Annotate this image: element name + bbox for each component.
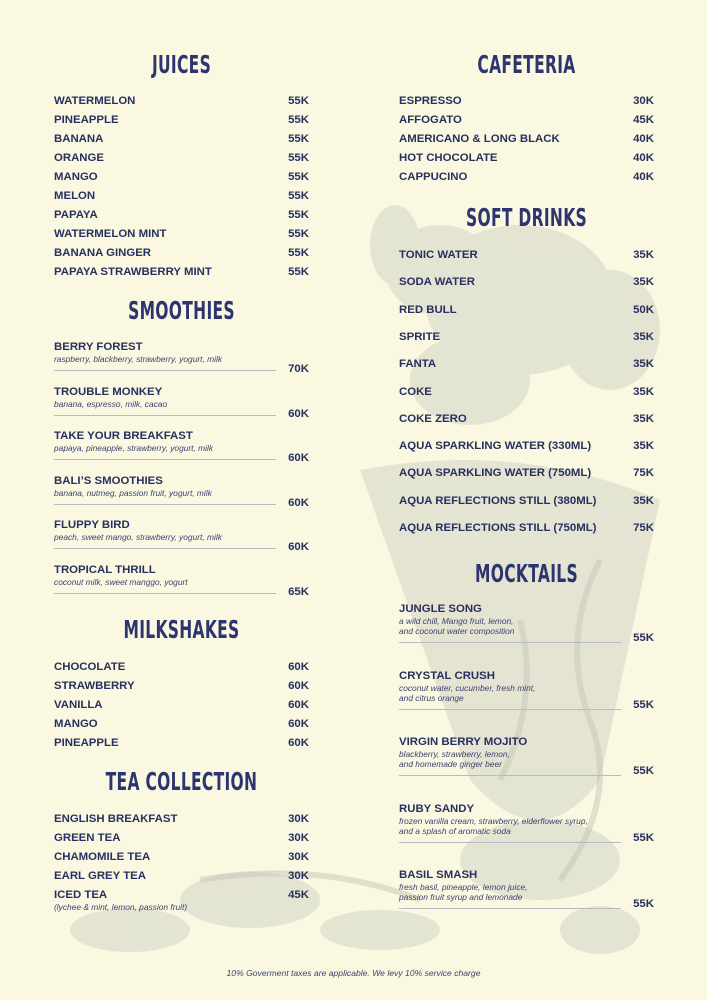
item-name: COKE (399, 385, 432, 398)
menu-row (399, 151, 654, 165)
item-price: 55K (288, 247, 309, 259)
item-desc-line1: a wild chill, Mango fruit, lemon, (399, 616, 514, 626)
smoothie-item (54, 341, 309, 377)
menu-row (399, 170, 654, 184)
menu-row (399, 357, 654, 371)
item-note: (lychee & mint, lemon, passion fruit) (54, 902, 188, 912)
menu-row (399, 275, 654, 289)
menu-row (399, 330, 654, 344)
item-price: 55K (288, 171, 309, 183)
item-name: WATERMELON (54, 95, 136, 107)
menu-row (54, 736, 309, 750)
item-price: 60K (288, 718, 309, 730)
item-divider (54, 504, 276, 505)
item-desc: peach, sweet mango, strawberry, yogurt, milk (54, 532, 222, 543)
item-divider (399, 908, 621, 909)
item-name: BANANA (54, 133, 104, 145)
item-name: SODA WATER (399, 276, 475, 289)
item-price: 55K (288, 133, 309, 145)
item-divider (399, 842, 621, 843)
smoothie-item (54, 475, 309, 511)
item-desc-line2: and coconut water composition (399, 626, 515, 636)
menu-row (399, 94, 654, 108)
mocktail-item (399, 803, 654, 849)
item-name: HOT CHOCOLATE (399, 152, 498, 164)
item-price: 60K (288, 407, 309, 420)
item-name: VANILLA (54, 699, 103, 711)
item-desc-line1: blackberry, strawberry, lemon, (399, 749, 510, 759)
item-price: 60K (288, 661, 309, 673)
item-name: BANANA GINGER (54, 247, 152, 259)
item-name: ORANGE (54, 152, 104, 164)
item-price: 40K (633, 152, 654, 164)
item-price: 30K (288, 832, 309, 844)
item-desc-line2: passion fruit syrup and lemonade (399, 892, 523, 902)
item-name: AQUA REFLECTIONS STILL (380ML) (399, 494, 597, 507)
item-divider (54, 548, 276, 549)
item-divider (54, 415, 276, 416)
item-name: PINEAPPLE (54, 737, 119, 749)
item-price: 60K (288, 737, 309, 749)
menu-row (54, 679, 309, 693)
item-price: 75K (633, 467, 654, 480)
item-price: 50K (633, 303, 654, 316)
item-name: AMERICANO & LONG BLACK (399, 133, 560, 145)
menu-row (399, 412, 654, 426)
item-price: 35K (633, 412, 654, 425)
item-price: 35K (633, 440, 654, 453)
item-price: 40K (633, 133, 654, 145)
soft-drinks-title: SOFT DRINKS (465, 203, 588, 232)
menu-row (399, 494, 654, 508)
menu-row (399, 303, 654, 317)
smoothie-item (54, 564, 309, 600)
menu-row (54, 660, 309, 674)
item-price: 70K (288, 363, 309, 375)
menu-row (54, 812, 309, 826)
item-divider (399, 775, 621, 776)
item-name: MANGO (54, 171, 98, 183)
cafeteria-title: CAFETERIA (477, 50, 576, 79)
item-name: VIRGIN BERRY MOJITO (399, 736, 528, 748)
menu-row (54, 94, 309, 108)
mocktails-title: MOCKTAILS (475, 559, 578, 588)
item-desc: banana, espresso, milk, cacao (54, 398, 168, 409)
item-name: PINEAPPLE (54, 114, 119, 126)
item-desc-line2: and citrus orange (399, 692, 464, 703)
item-name: SPRITE (399, 330, 441, 343)
item-desc-line2: and a splash of aromatic soda (399, 825, 511, 836)
item-name: AQUA REFLECTIONS STILL (750ML) (399, 522, 597, 534)
item-desc: banana, nutmeg, passion fruit, yogurt, milk (54, 487, 212, 498)
menu-row (54, 698, 309, 712)
juices-title: JUICES (151, 50, 212, 79)
item-price: 35K (633, 276, 654, 289)
item-price: 55K (288, 190, 309, 202)
item-name: CRYSTAL CRUSH (399, 669, 495, 682)
menu-row (399, 132, 654, 146)
menu-row (399, 521, 654, 535)
item-name: PAPAYA STRAWBERRY MINT (54, 266, 212, 278)
menu-row (54, 265, 309, 279)
menu-row (54, 717, 309, 731)
item-divider (399, 709, 621, 710)
mocktail-item (399, 603, 654, 649)
item-name: AQUA SPARKLING WATER (330ML) (399, 440, 592, 453)
smoothie-item (54, 430, 309, 466)
item-price: 55K (633, 831, 654, 844)
item-price: 60K (288, 496, 309, 509)
item-price: 55K (288, 266, 309, 278)
menu-row (399, 248, 654, 262)
item-price: 35K (633, 330, 654, 343)
menu-row (54, 869, 309, 883)
smoothies-title: SMOOTHIES (128, 296, 235, 325)
item-divider (54, 370, 276, 371)
item-name: TONIC WATER (399, 249, 478, 261)
item-name: WATERMELON MINT (54, 228, 167, 240)
item-price: 60K (288, 699, 309, 711)
item-name: CHAMOMILE TEA (54, 851, 151, 863)
item-name: TAKE YOUR BREAKFAST (54, 430, 193, 443)
item-price: 55K (288, 228, 309, 240)
item-price: 55K (633, 898, 654, 910)
menu-row (54, 227, 309, 241)
item-desc-line1: coconut water, cucumber, fresh mint, (399, 682, 536, 693)
item-divider (54, 593, 276, 594)
menu-row (54, 132, 309, 146)
footer-note: 10% Goverment taxes are applicable. We levy 10% service charge (226, 968, 481, 978)
item-name: FANTA (399, 358, 437, 371)
item-name: PAPAYA (54, 209, 98, 221)
menu-row (54, 831, 309, 845)
item-desc: papaya, pineapple, strawberry, yogurt, milk (54, 443, 214, 454)
menu-row (54, 151, 309, 165)
right-column (399, 0, 654, 1000)
item-name: FLUPPY BIRD (54, 519, 130, 532)
left-column (54, 0, 309, 1000)
item-price: 60K (288, 680, 309, 692)
item-name: BERRY FOREST (54, 341, 143, 353)
item-price: 30K (288, 851, 309, 863)
item-price: 60K (288, 452, 309, 465)
mocktail-item (399, 869, 654, 915)
item-name: ESPRESSO (399, 95, 462, 107)
menu-row (54, 113, 309, 127)
item-desc-line1: frozen vanilla cream, strawberry, elderflower syrup, (399, 815, 588, 826)
menu-row (399, 466, 654, 480)
item-price: 30K (633, 95, 654, 107)
menu-row (54, 246, 309, 260)
item-name: BASIL SMASH (399, 869, 478, 881)
item-price: 55K (288, 95, 309, 107)
smoothie-item (54, 386, 309, 422)
smoothie-item (54, 519, 309, 555)
milkshakes-title: MILKSHAKES (123, 615, 240, 644)
item-divider (399, 642, 621, 643)
item-name: ICED TEA (54, 889, 108, 901)
item-price: 55K (633, 698, 654, 711)
item-price: 75K (633, 522, 654, 534)
item-price: 65K (288, 586, 309, 598)
item-name: MANGO (54, 718, 98, 730)
item-desc-line2: and homemade ginger beer (399, 759, 502, 769)
menu-row (54, 170, 309, 184)
item-name: CAPPUCINO (399, 171, 468, 183)
item-price: 55K (633, 765, 654, 777)
item-price: 55K (633, 632, 654, 644)
menu-row (54, 850, 309, 864)
item-name: COKE ZERO (399, 412, 467, 425)
item-name: STRAWBERRY (54, 680, 135, 692)
item-name: MELON (54, 190, 96, 202)
item-name: GREEN TEA (54, 832, 121, 844)
item-name: RED BULL (399, 303, 457, 316)
item-price: 45K (288, 889, 309, 901)
menu-row (399, 113, 654, 127)
item-price: 35K (633, 358, 654, 371)
item-divider (54, 459, 276, 460)
item-name: TROPICAL THRILL (54, 564, 156, 576)
item-price: 55K (288, 152, 309, 164)
menu-row (399, 439, 654, 453)
item-name: RUBY SANDY (399, 802, 475, 815)
item-price: 45K (633, 114, 654, 126)
item-price: 60K (288, 541, 309, 554)
item-price: 30K (288, 870, 309, 882)
item-desc: coconut milk, sweet manggo, yogurt (54, 577, 188, 587)
menu-row (54, 888, 309, 912)
item-name: BALI’S SMOOTHIES (54, 474, 163, 487)
item-price: 30K (288, 813, 309, 825)
item-desc-line1: fresh basil, pineapple, lemon juice, (399, 882, 528, 892)
item-price: 40K (633, 171, 654, 183)
item-price: 35K (633, 249, 654, 261)
item-name: JUNGLE SONG (399, 603, 482, 615)
menu-row (54, 208, 309, 222)
item-name: AFFOGATO (399, 114, 462, 126)
tea-title: TEA COLLECTION (105, 767, 258, 796)
item-name: AQUA SPARKLING WATER (750ML) (399, 467, 592, 480)
item-price: 55K (288, 209, 309, 221)
mocktail-item (399, 736, 654, 782)
item-name: EARL GREY TEA (54, 870, 146, 882)
item-name: ENGLISH BREAKFAST (54, 813, 178, 825)
item-name: TROUBLE MONKEY (54, 385, 163, 398)
item-price: 35K (633, 494, 654, 507)
menu-row (54, 189, 309, 203)
item-price: 55K (288, 114, 309, 126)
item-price: 35K (633, 385, 654, 398)
item-name: CHOCOLATE (54, 661, 126, 673)
item-desc: raspberry, blackberry, strawberry, yogurt, milk (54, 354, 223, 364)
menu-row (399, 385, 654, 399)
mocktail-item (399, 670, 654, 716)
